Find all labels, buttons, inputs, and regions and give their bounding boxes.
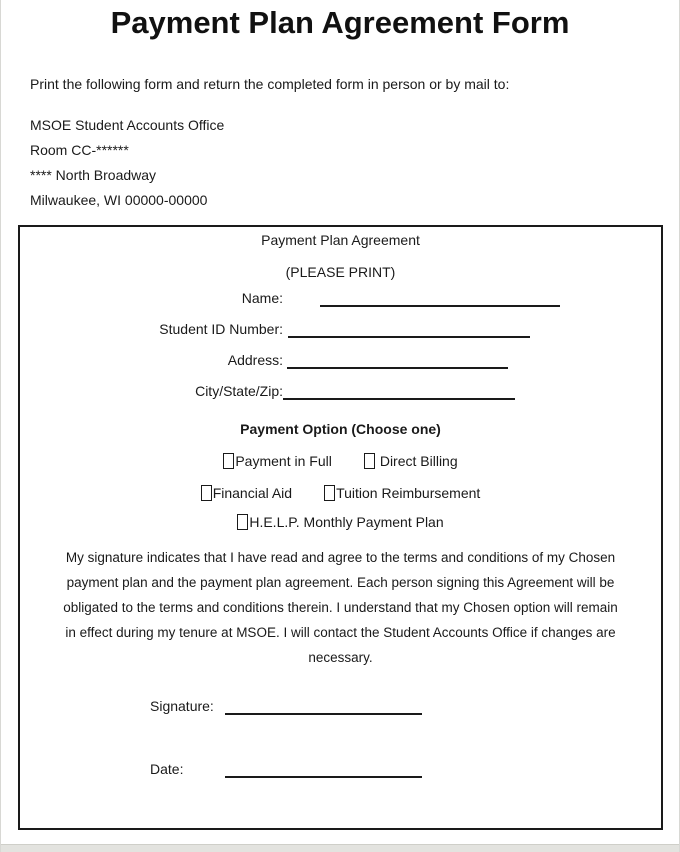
payment-option-row-3 [20, 512, 661, 532]
option-label: Direct Billing [379, 453, 458, 469]
address-field-row [20, 349, 661, 369]
intro-text: Print the following form and return the completed form in person or by mail to: [30, 76, 510, 92]
city-state-zip-label: City/State/Zip: [195, 383, 283, 399]
address-label: Address: [227, 352, 283, 368]
student-id-label: Student ID Number: [159, 321, 283, 337]
name-label: Name: [241, 290, 283, 306]
option-payment-in-full[interactable] [223, 453, 331, 469]
payment-option-row-1 [20, 451, 661, 471]
date-label: Date: [150, 761, 184, 777]
name-field-row [20, 287, 661, 307]
date-input-line[interactable] [225, 758, 422, 778]
option-help-monthly-plan[interactable] [237, 514, 443, 530]
signature-label: Signature: [150, 698, 214, 714]
checkbox-icon[interactable] [364, 453, 375, 469]
option-label: Tuition Reimbursement [336, 485, 481, 501]
checkbox-icon[interactable] [324, 485, 335, 501]
payment-option-heading: Payment Option (Choose one) [240, 421, 441, 437]
page-bottom-edge [1, 844, 679, 852]
agreement-text: My signature indicates that I have read and agree to the terms and conditions of my Chosen payment plan and the payment plan agreement. Each person signing this Agreement will be obligated to the terms and conditions therein. I understand that my Chosen option will remain in effect during my tenure at MSOE. I will contact the Student Accounts Office if changes are necessary. [63, 550, 618, 665]
address-line-office: MSOE Student Accounts Office [30, 117, 225, 133]
form-subheading: (PLEASE PRINT) [285, 264, 396, 280]
agreement-form-box [18, 225, 663, 830]
address-line-city: Milwaukee, WI 00000-00000 [30, 192, 208, 208]
name-input-line[interactable] [320, 287, 560, 307]
address-input-line[interactable] [287, 349, 508, 369]
city-state-zip-input-line[interactable] [283, 380, 515, 400]
signature-row [150, 695, 661, 715]
option-direct-billing[interactable] [364, 453, 458, 469]
payment-option-row-2 [20, 483, 661, 503]
option-tuition-reimbursement[interactable] [324, 485, 480, 501]
student-id-field-row [20, 318, 661, 338]
city-state-zip-field-row [20, 380, 661, 400]
form-heading: Payment Plan Agreement [261, 232, 420, 248]
option-financial-aid[interactable] [201, 485, 292, 501]
option-label: Financial Aid [212, 485, 293, 501]
signature-input-line[interactable] [225, 695, 422, 715]
date-row [150, 758, 661, 778]
checkbox-icon[interactable] [201, 485, 212, 501]
address-line-street: **** North Broadway [30, 167, 157, 183]
mailing-address [30, 113, 679, 213]
student-id-input-line[interactable] [288, 318, 530, 338]
address-line-room: Room CC-****** [30, 142, 129, 158]
page-title: Payment Plan Agreement Form [110, 5, 570, 40]
option-label: Payment in Full [235, 453, 332, 469]
option-label: H.E.L.P. Monthly Payment Plan [249, 514, 444, 530]
checkbox-icon[interactable] [223, 453, 234, 469]
checkbox-icon[interactable] [237, 514, 248, 530]
